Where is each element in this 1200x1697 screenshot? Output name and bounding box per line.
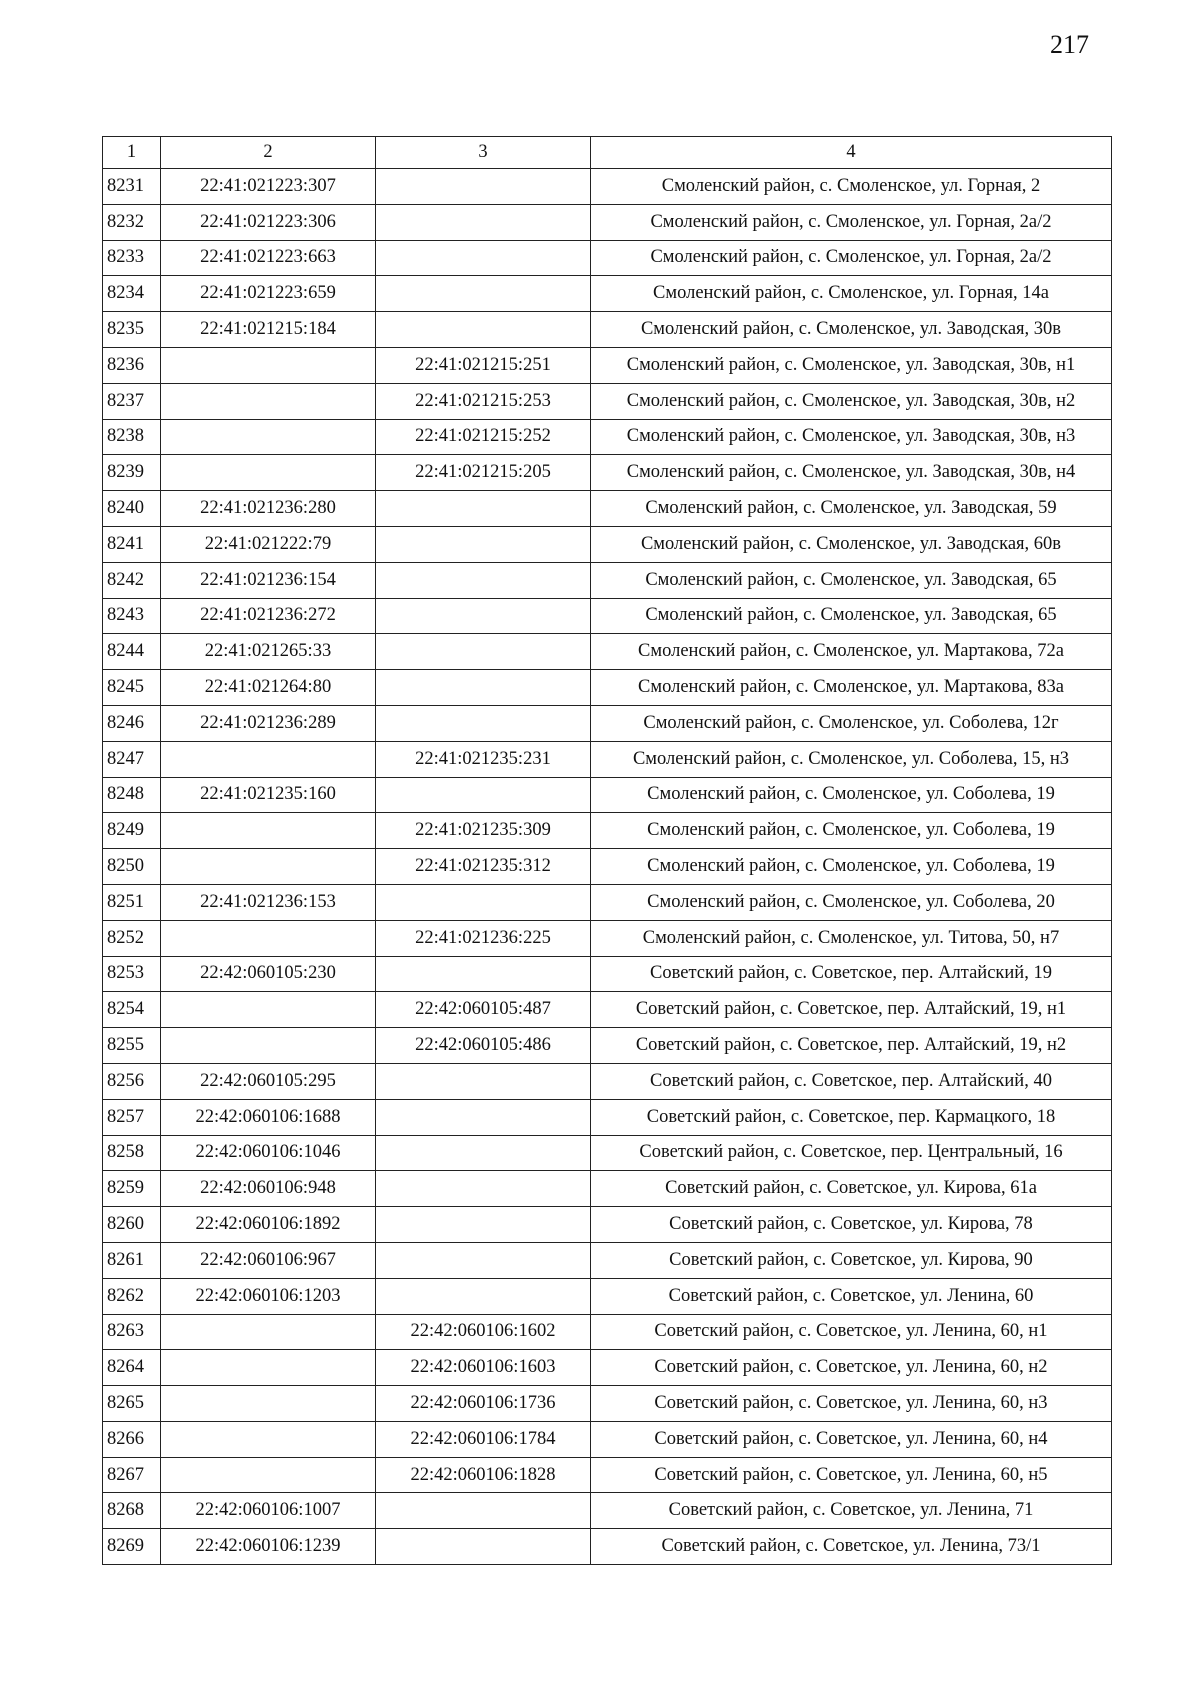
address-cell: Смоленский район, с. Смоленское, ул. Заводская, 59 [591, 491, 1112, 527]
table-row [103, 1278, 1112, 1314]
cadastral-number-cell: 22:42:060106:1688 [161, 1099, 376, 1135]
cadastral-number-cell [161, 849, 376, 885]
row-number-cell: 8264 [103, 1350, 161, 1386]
row-number-cell: 8250 [103, 849, 161, 885]
table-row [103, 1135, 1112, 1171]
premises-cadastral-number-cell [376, 240, 591, 276]
table-row [103, 705, 1112, 741]
table-row [103, 383, 1112, 419]
row-number-cell: 8244 [103, 634, 161, 670]
table-row [103, 204, 1112, 240]
table-row [103, 670, 1112, 706]
cadastral-number-cell [161, 741, 376, 777]
cadastral-number-cell [161, 992, 376, 1028]
table-header-row [103, 137, 1112, 169]
cadastral-number-cell [161, 1350, 376, 1386]
table-row [103, 491, 1112, 527]
cadastral-number-cell: 22:42:060106:967 [161, 1242, 376, 1278]
premises-cadastral-number-cell: 22:41:021235:312 [376, 849, 591, 885]
row-number-cell: 8236 [103, 347, 161, 383]
table-row [103, 1314, 1112, 1350]
address-cell: Смоленский район, с. Смоленское, ул. Заводская, 60в [591, 526, 1112, 562]
premises-cadastral-number-cell: 22:41:021235:231 [376, 741, 591, 777]
premises-cadastral-number-cell: 22:41:021235:309 [376, 813, 591, 849]
cadastral-number-cell: 22:42:060106:948 [161, 1171, 376, 1207]
address-cell: Советский район, с. Советское, ул. Ленина, 71 [591, 1493, 1112, 1529]
address-cell: Смоленский район, с. Смоленское, ул. Заводская, 65 [591, 598, 1112, 634]
premises-cadastral-number-cell: 22:42:060106:1603 [376, 1350, 591, 1386]
premises-cadastral-number-cell [376, 598, 591, 634]
premises-cadastral-number-cell [376, 1278, 591, 1314]
premises-cadastral-number-cell: 22:41:021215:253 [376, 383, 591, 419]
row-number-cell: 8241 [103, 526, 161, 562]
column-header-2: 2 [161, 137, 376, 169]
premises-cadastral-number-cell: 22:41:021236:225 [376, 920, 591, 956]
cadastral-number-cell: 22:41:021236:289 [161, 705, 376, 741]
cadastral-number-cell [161, 1028, 376, 1064]
table-row [103, 347, 1112, 383]
cadastral-number-cell [161, 383, 376, 419]
table-row [103, 741, 1112, 777]
table-row [103, 1063, 1112, 1099]
premises-cadastral-number-cell [376, 1493, 591, 1529]
address-cell: Смоленский район, с. Смоленское, ул. Титова, 50, н7 [591, 920, 1112, 956]
address-cell: Смоленский район, с. Смоленское, ул. Заводская, 30в, н4 [591, 455, 1112, 491]
premises-cadastral-number-cell [376, 1099, 591, 1135]
table-body [103, 169, 1112, 1565]
premises-cadastral-number-cell [376, 777, 591, 813]
address-cell: Советский район, с. Советское, пер. Центральный, 16 [591, 1135, 1112, 1171]
premises-cadastral-number-cell: 22:42:060105:486 [376, 1028, 591, 1064]
cadastral-number-cell [161, 419, 376, 455]
table-row [103, 526, 1112, 562]
row-number-cell: 8249 [103, 813, 161, 849]
table-row [103, 1493, 1112, 1529]
premises-cadastral-number-cell [376, 1063, 591, 1099]
address-cell: Советский район, с. Советское, пер. Алтайский, 40 [591, 1063, 1112, 1099]
row-number-cell: 8246 [103, 705, 161, 741]
table-row [103, 312, 1112, 348]
address-cell: Советский район, с. Советское, ул. Ленина, 60, н5 [591, 1457, 1112, 1493]
row-number-cell: 8248 [103, 777, 161, 813]
column-header-3: 3 [376, 137, 591, 169]
premises-cadastral-number-cell: 22:41:021215:205 [376, 455, 591, 491]
table-row [103, 455, 1112, 491]
premises-cadastral-number-cell: 22:42:060106:1736 [376, 1386, 591, 1422]
table-row [103, 276, 1112, 312]
table-row [103, 562, 1112, 598]
table-row [103, 777, 1112, 813]
cadastral-number-cell: 22:42:060106:1892 [161, 1207, 376, 1243]
address-cell: Советский район, с. Советское, пер. Кармацкого, 18 [591, 1099, 1112, 1135]
address-cell: Смоленский район, с. Смоленское, ул. Заводская, 65 [591, 562, 1112, 598]
row-number-cell: 8255 [103, 1028, 161, 1064]
row-number-cell: 8261 [103, 1242, 161, 1278]
address-cell: Советский район, с. Советское, ул. Кирова, 90 [591, 1242, 1112, 1278]
address-cell: Смоленский район, с. Смоленское, ул. Заводская, 30в, н1 [591, 347, 1112, 383]
premises-cadastral-number-cell [376, 1135, 591, 1171]
cadastral-number-cell [161, 455, 376, 491]
row-number-cell: 8257 [103, 1099, 161, 1135]
row-number-cell: 8263 [103, 1314, 161, 1350]
premises-cadastral-number-cell: 22:42:060105:487 [376, 992, 591, 1028]
row-number-cell: 8259 [103, 1171, 161, 1207]
address-cell: Советский район, с. Советское, пер. Алтайский, 19, н2 [591, 1028, 1112, 1064]
property-registry-table [102, 136, 1112, 1565]
row-number-cell: 8258 [103, 1135, 161, 1171]
cadastral-number-cell [161, 813, 376, 849]
table-row [103, 992, 1112, 1028]
row-number-cell: 8262 [103, 1278, 161, 1314]
row-number-cell: 8253 [103, 956, 161, 992]
cadastral-number-cell [161, 1457, 376, 1493]
address-cell: Смоленский район, с. Смоленское, ул. Мартакова, 83а [591, 670, 1112, 706]
address-cell: Смоленский район, с. Смоленское, ул. Горная, 2а/2 [591, 204, 1112, 240]
cadastral-number-cell: 22:42:060106:1007 [161, 1493, 376, 1529]
cadastral-number-cell: 22:41:021235:160 [161, 777, 376, 813]
cadastral-number-cell: 22:42:060106:1046 [161, 1135, 376, 1171]
table-row [103, 849, 1112, 885]
cadastral-number-cell: 22:41:021223:306 [161, 204, 376, 240]
table-row [103, 1386, 1112, 1422]
address-cell: Смоленский район, с. Смоленское, ул. Соболева, 19 [591, 813, 1112, 849]
premises-cadastral-number-cell [376, 204, 591, 240]
row-number-cell: 8247 [103, 741, 161, 777]
premises-cadastral-number-cell: 22:42:060106:1784 [376, 1421, 591, 1457]
premises-cadastral-number-cell [376, 956, 591, 992]
address-cell: Советский район, с. Советское, ул. Ленина, 60, н2 [591, 1350, 1112, 1386]
table-row [103, 1028, 1112, 1064]
premises-cadastral-number-cell [376, 670, 591, 706]
column-header-1: 1 [103, 137, 161, 169]
cadastral-number-cell: 22:41:021223:663 [161, 240, 376, 276]
table-row [103, 1207, 1112, 1243]
cadastral-number-cell [161, 920, 376, 956]
row-number-cell: 8231 [103, 169, 161, 205]
cadastral-number-cell: 22:41:021223:659 [161, 276, 376, 312]
address-cell: Смоленский район, с. Смоленское, ул. Горная, 14а [591, 276, 1112, 312]
table-row [103, 634, 1112, 670]
cadastral-number-cell [161, 1386, 376, 1422]
address-cell: Советский район, с. Советское, ул. Кирова, 61а [591, 1171, 1112, 1207]
premises-cadastral-number-cell [376, 562, 591, 598]
cadastral-number-cell: 22:41:021236:154 [161, 562, 376, 598]
address-cell: Смоленский район, с. Смоленское, ул. Заводская, 30в, н3 [591, 419, 1112, 455]
table-row [103, 920, 1112, 956]
row-number-cell: 8269 [103, 1529, 161, 1565]
cadastral-number-cell: 22:42:060106:1203 [161, 1278, 376, 1314]
page-number: 217 [1050, 30, 1089, 59]
row-number-cell: 8239 [103, 455, 161, 491]
row-number-cell: 8245 [103, 670, 161, 706]
row-number-cell: 8266 [103, 1421, 161, 1457]
address-cell: Смоленский район, с. Смоленское, ул. Мартакова, 72а [591, 634, 1112, 670]
cadastral-number-cell: 22:41:021264:80 [161, 670, 376, 706]
row-number-cell: 8265 [103, 1386, 161, 1422]
cadastral-number-cell: 22:41:021236:153 [161, 884, 376, 920]
premises-cadastral-number-cell [376, 312, 591, 348]
table-row [103, 1099, 1112, 1135]
address-cell: Смоленский район, с. Смоленское, ул. Горная, 2а/2 [591, 240, 1112, 276]
row-number-cell: 8260 [103, 1207, 161, 1243]
address-cell: Смоленский район, с. Смоленское, ул. Соболева, 20 [591, 884, 1112, 920]
premises-cadastral-number-cell [376, 1171, 591, 1207]
cadastral-number-cell [161, 1314, 376, 1350]
row-number-cell: 8240 [103, 491, 161, 527]
cadastral-number-cell: 22:42:060105:230 [161, 956, 376, 992]
address-cell: Советский район, с. Советское, ул. Ленина, 60, н3 [591, 1386, 1112, 1422]
row-number-cell: 8238 [103, 419, 161, 455]
premises-cadastral-number-cell [376, 1529, 591, 1565]
row-number-cell: 8254 [103, 992, 161, 1028]
premises-cadastral-number-cell: 22:41:021215:251 [376, 347, 591, 383]
premises-cadastral-number-cell [376, 276, 591, 312]
address-cell: Смоленский район, с. Смоленское, ул. Соболева, 15, н3 [591, 741, 1112, 777]
table-row [103, 1457, 1112, 1493]
row-number-cell: 8233 [103, 240, 161, 276]
premises-cadastral-number-cell [376, 1242, 591, 1278]
cadastral-number-cell: 22:41:021265:33 [161, 634, 376, 670]
premises-cadastral-number-cell: 22:42:060106:1602 [376, 1314, 591, 1350]
row-number-cell: 8242 [103, 562, 161, 598]
cadastral-number-cell: 22:41:021215:184 [161, 312, 376, 348]
cadastral-number-cell: 22:41:021222:79 [161, 526, 376, 562]
address-cell: Советский район, с. Советское, пер. Алтайский, 19, н1 [591, 992, 1112, 1028]
row-number-cell: 8234 [103, 276, 161, 312]
cadastral-number-cell [161, 347, 376, 383]
table-row [103, 1529, 1112, 1565]
table-row [103, 813, 1112, 849]
address-cell: Советский район, с. Советское, пер. Алтайский, 19 [591, 956, 1112, 992]
column-header-4: 4 [591, 137, 1112, 169]
address-cell: Советский район, с. Советское, ул. Кирова, 78 [591, 1207, 1112, 1243]
premises-cadastral-number-cell [376, 526, 591, 562]
premises-cadastral-number-cell [376, 1207, 591, 1243]
table-row [103, 240, 1112, 276]
table-row [103, 956, 1112, 992]
row-number-cell: 8252 [103, 920, 161, 956]
table-row [103, 1242, 1112, 1278]
row-number-cell: 8237 [103, 383, 161, 419]
row-number-cell: 8256 [103, 1063, 161, 1099]
table-row [103, 1421, 1112, 1457]
table-row [103, 419, 1112, 455]
row-number-cell: 8267 [103, 1457, 161, 1493]
cadastral-number-cell: 22:42:060106:1239 [161, 1529, 376, 1565]
row-number-cell: 8235 [103, 312, 161, 348]
premises-cadastral-number-cell [376, 884, 591, 920]
premises-cadastral-number-cell [376, 169, 591, 205]
address-cell: Смоленский район, с. Смоленское, ул. Соболева, 19 [591, 849, 1112, 885]
cadastral-number-cell: 22:41:021236:280 [161, 491, 376, 527]
premises-cadastral-number-cell [376, 634, 591, 670]
address-cell: Смоленский район, с. Смоленское, ул. Заводская, 30в [591, 312, 1112, 348]
cadastral-number-cell: 22:41:021223:307 [161, 169, 376, 205]
address-cell: Советский район, с. Советское, ул. Ленина, 60, н1 [591, 1314, 1112, 1350]
table-row [103, 169, 1112, 205]
address-cell: Смоленский район, с. Смоленское, ул. Соболева, 12г [591, 705, 1112, 741]
address-cell: Советский район, с. Советское, ул. Ленина, 73/1 [591, 1529, 1112, 1565]
cadastral-number-cell: 22:42:060105:295 [161, 1063, 376, 1099]
address-cell: Смоленский район, с. Смоленское, ул. Горная, 2 [591, 169, 1112, 205]
premises-cadastral-number-cell [376, 705, 591, 741]
table-row [103, 1171, 1112, 1207]
premises-cadastral-number-cell [376, 491, 591, 527]
address-cell: Смоленский район, с. Смоленское, ул. Соболева, 19 [591, 777, 1112, 813]
row-number-cell: 8268 [103, 1493, 161, 1529]
row-number-cell: 8243 [103, 598, 161, 634]
address-cell: Смоленский район, с. Смоленское, ул. Заводская, 30в, н2 [591, 383, 1112, 419]
address-cell: Советский район, с. Советское, ул. Ленина, 60 [591, 1278, 1112, 1314]
address-cell: Советский район, с. Советское, ул. Ленина, 60, н4 [591, 1421, 1112, 1457]
row-number-cell: 8251 [103, 884, 161, 920]
premises-cadastral-number-cell: 22:41:021215:252 [376, 419, 591, 455]
table-row [103, 884, 1112, 920]
table-row [103, 598, 1112, 634]
premises-cadastral-number-cell: 22:42:060106:1828 [376, 1457, 591, 1493]
row-number-cell: 8232 [103, 204, 161, 240]
cadastral-number-cell: 22:41:021236:272 [161, 598, 376, 634]
cadastral-number-cell [161, 1421, 376, 1457]
table-row [103, 1350, 1112, 1386]
